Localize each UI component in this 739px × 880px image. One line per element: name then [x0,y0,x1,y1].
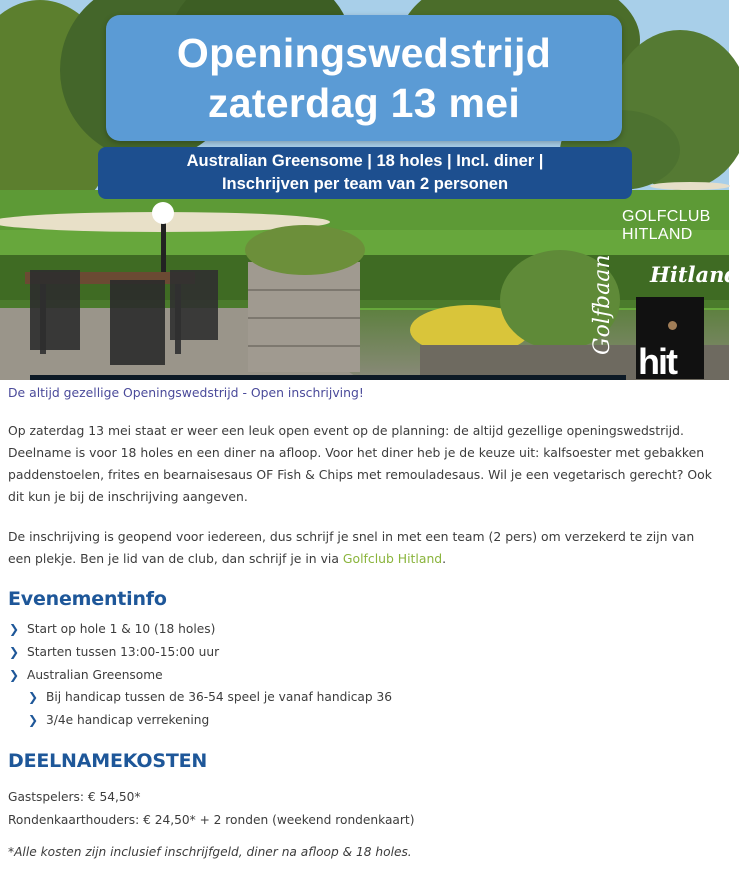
paragraph-2 [8,526,721,570]
list-subitem [8,709,721,732]
cost-cardholder: Rondenkaarthouders: € 24,50* + 2 ronden (weekend rondenkaart) [8,813,415,828]
paragraph-2-end: . [442,551,447,566]
chevron-right-icon: ❯ [28,690,39,705]
paragraph-2-text: De inschrijving is geopend voor iedereen, dus schrijf je snel in met een team (2 pers) om verzekerd te zijn van een plekje. Ben je lid van de club, dan schrijf je in via [8,529,695,566]
cost-footnote: *Alle kosten zijn inclusief inschrijfgeld, diner na afloop & 18 holes. [8,844,412,859]
list-item-label: Start op hole 1 & 10 (18 holes) [27,622,216,636]
list-subitem [8,686,721,709]
intro-text: De altijd gezellige Openingswedstrijd - Open inschrijving! [8,385,364,400]
logo-golfclub-text: GOLFCLUB [622,208,711,225]
hero-banner [0,0,739,382]
list-item-label: Australian Greensome [27,667,163,682]
article-body [0,384,729,859]
subtitle-line-2: Inschrijven per team van 2 personen [221,175,509,193]
cost-guest: Gastspelers: € 54,50* [8,789,141,804]
subtitle-line-1: Australian Greensome | 18 holes | Incl. diner | [186,152,544,170]
hit-logo [636,297,704,382]
chevron-right-icon: ❯ [9,667,20,682]
hero-divider [30,375,626,380]
title-line-1: Openingswedstrijd [176,30,552,76]
list-item-label: Bij handicap tussen de 36-54 speel je vanaf handicap 36 [46,690,392,705]
paragraph-1: Op zaterdag 13 mei staat er weer een leuk open event op de planning: de altijd gezellige openingswedstrijd. Deelname is voor 18 holes en een diner na afloop. Voor het diner heb je de keuze uit: kalfsoester met gebakken paddenstoelen, frites en bearnaisesaus OF Fish & Chips met remouladesaus. Wil je een vegetarisch gerecht? Ook dit kun je bij de inschrijving aangeven. [8,423,712,504]
logo-golfbaan-text: Golfbaan [590,254,615,355]
list-item [8,664,721,687]
golfclub-hitland-link[interactable]: Golfclub Hitland [342,551,443,566]
hit-logo-text: hit [638,341,676,382]
logo-hitland-text: HITLAND [622,226,693,243]
subtitle-box [98,147,632,199]
list-item-label: 3/4e handicap verrekening [46,713,210,728]
logo-golfbaan-name: Hitland [650,262,739,287]
list-item-label: Starten tussen 13:00-15:00 uur [27,644,220,659]
evenementinfo-heading: Evenementinfo [8,588,167,610]
costs-block [8,786,721,833]
chevron-right-icon: ❯ [9,622,20,636]
title-line-2: zaterdag 13 mei [207,80,521,126]
chevron-right-icon: ❯ [28,713,39,728]
deelnamekosten-heading: DEELNAMEKOSTEN [8,749,208,772]
evenementinfo-list [8,618,721,732]
list-item [8,618,721,641]
title-box [106,15,622,141]
chevron-right-icon: ❯ [9,644,20,659]
hit-logo-dot [668,321,677,330]
list-item [8,641,721,664]
